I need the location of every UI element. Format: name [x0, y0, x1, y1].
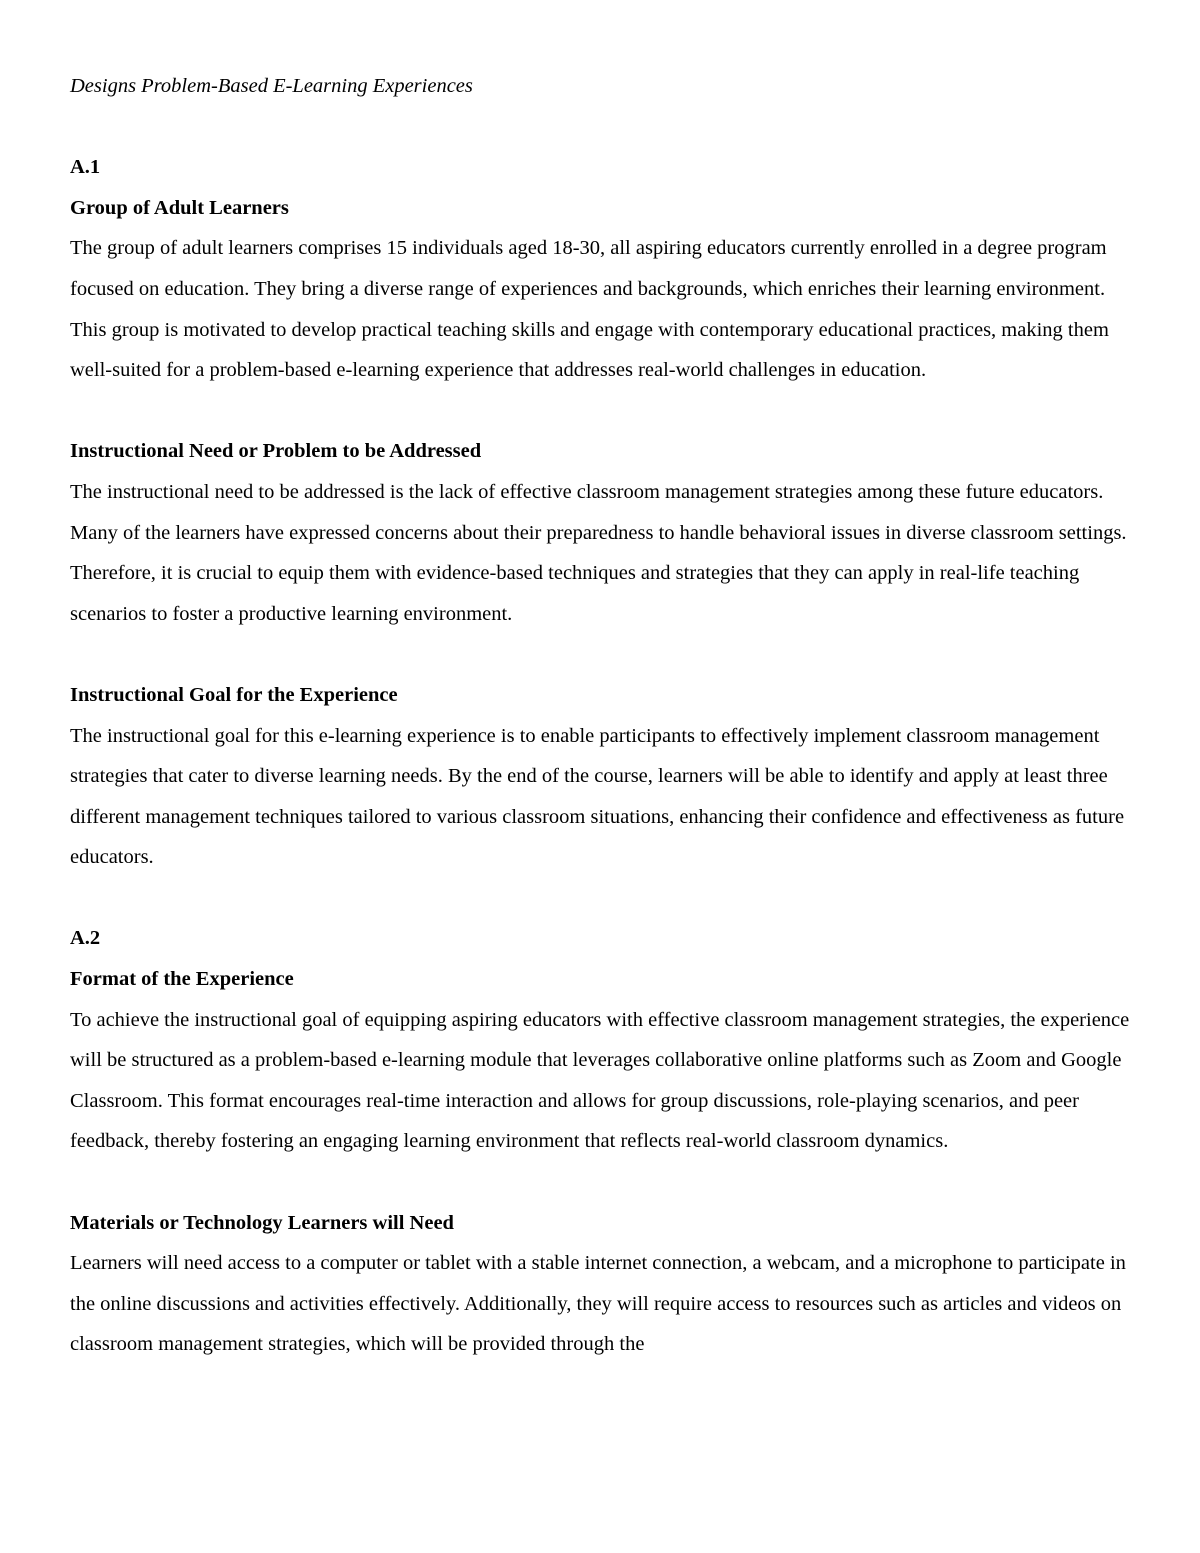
heading-format-of-experience: Format of the Experience [70, 968, 294, 991]
heading-group-of-adult-learners: Group of Adult Learners [70, 196, 289, 219]
heading-instructional-goal: Instructional Goal for the Experience [70, 683, 398, 706]
document-body [70, 66, 1135, 1365]
blank-line [70, 634, 1135, 675]
blank-line [70, 1162, 1135, 1203]
paragraph-format-of-experience: To achieve the instructional goal of equipping aspiring educators with effective classroom management strategies, the experience will be structured as a problem-based e-learning module that leverages collaborative online platforms such as Zoom and Google Classroom. This format encourages real-time interaction and allows for group discussions, role-playing scenarios, and peer feedback, thereby fostering an engaging learning environment that reflects real-world classroom dynamics. [70, 1008, 1130, 1153]
blank-line [70, 107, 1135, 148]
running-header: Designs Problem-Based E-Learning Experiences [70, 75, 473, 97]
heading-materials-technology: Materials or Technology Learners will Need [70, 1211, 454, 1234]
blank-line [70, 391, 1135, 432]
section-label-a2: A.2 [70, 927, 101, 950]
paragraph-group-of-adult-learners: The group of adult learners comprises 15 individuals aged 18-30, all aspiring educators currently enrolled in a degree program focused on education. They bring a diverse range of experiences and backgrounds, which enriches their learning environment. This group is motivated to develop practical teaching skills and engage with contemporary educational practices, making them well-suited for a problem-based e-learning experience that addresses real-world challenges in education. [70, 237, 1109, 382]
paragraph-materials-technology: Learners will need access to a computer or tablet with a stable internet connection, a webcam, and a microphone to participate in the online discussions and activities effectively. Additionally, they will require access to resources such as articles and videos on classroom management strategies, which will be provided through the [70, 1252, 1126, 1356]
section-label-a1: A.1 [70, 156, 101, 179]
blank-line [70, 878, 1135, 919]
paragraph-instructional-need: The instructional need to be addressed is the lack of effective classroom management strategies among these future educators. Many of the learners have expressed concerns about their preparedness to handle behavioral issues in diverse classroom settings. Therefore, it is crucial to equip them with evidence-based techniques and strategies that they can apply in real-life teaching scenarios to foster a productive learning environment. [70, 480, 1127, 625]
heading-instructional-need: Instructional Need or Problem to be Addressed [70, 440, 482, 463]
paragraph-instructional-goal: The instructional goal for this e-learning experience is to enable participants to effectively implement classroom management strategies that cater to diverse learning needs. By the end of the course, learners will be able to identify and apply at least three different management techniques tailored to various classroom situations, enhancing their confidence and effectiveness as future educators. [70, 724, 1125, 869]
